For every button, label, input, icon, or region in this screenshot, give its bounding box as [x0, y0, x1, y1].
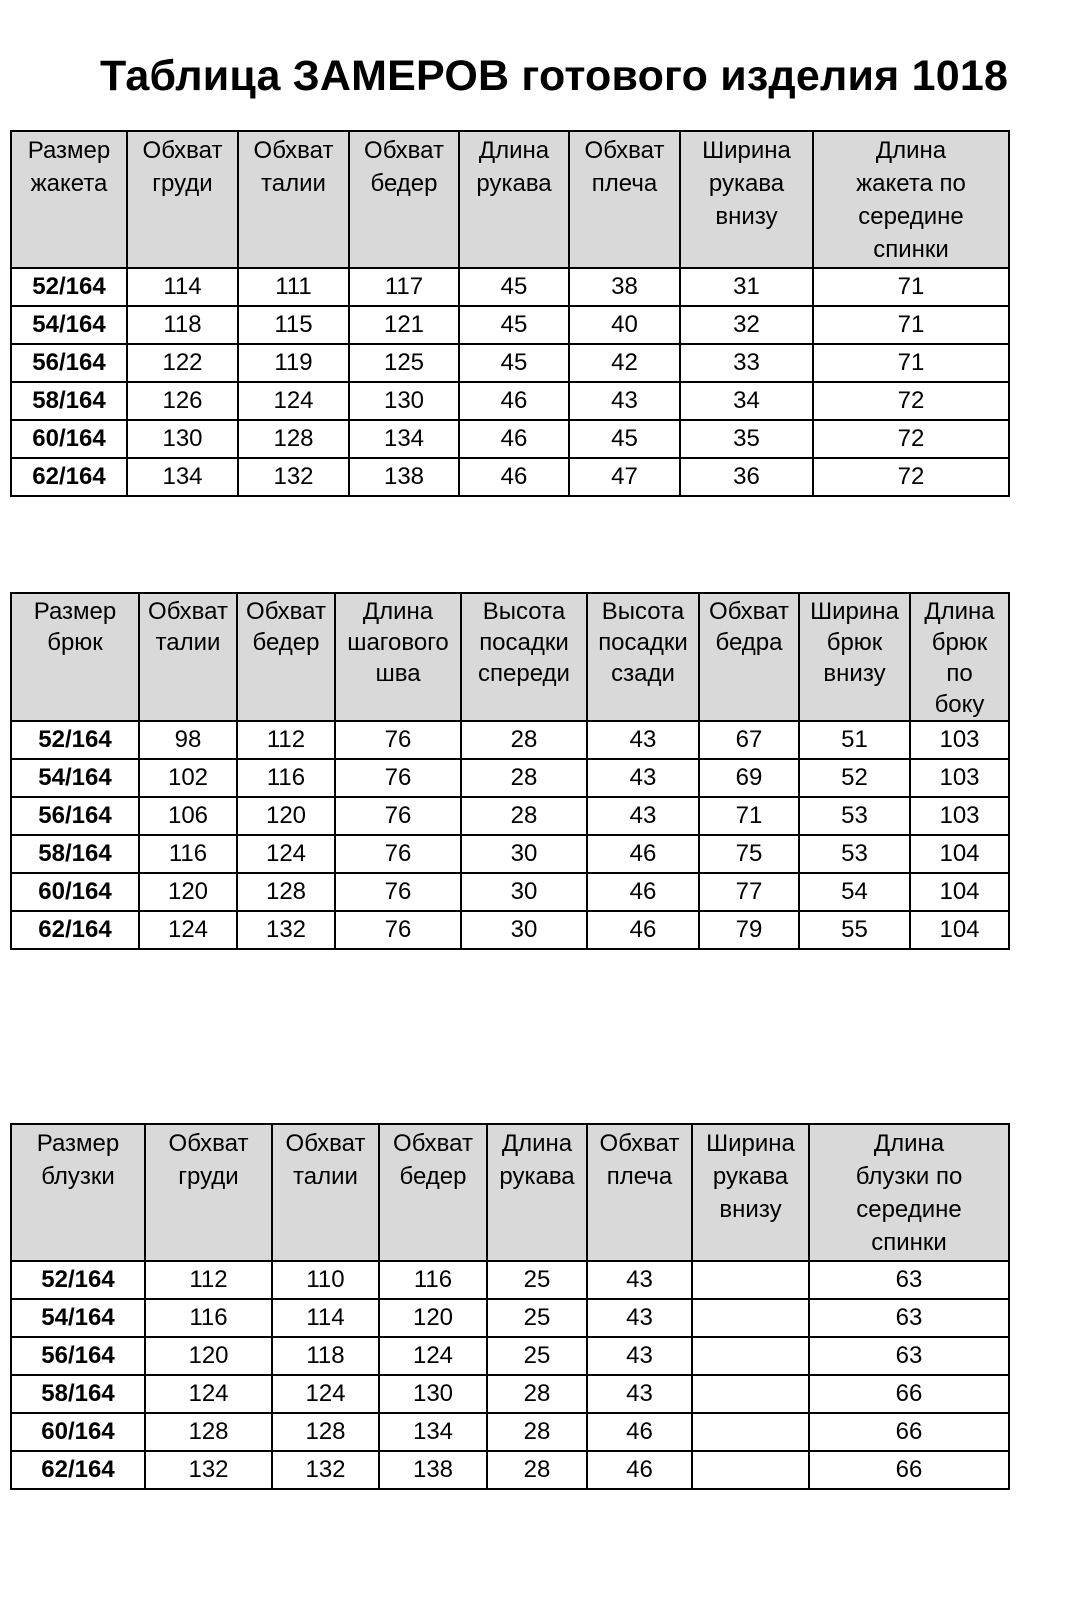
- size-cell: 52/164: [11, 721, 139, 759]
- table-cell: 47: [569, 458, 680, 496]
- table-cell: 30: [461, 911, 587, 949]
- header-cell: Обхват груди: [145, 1124, 272, 1261]
- table-cell: 117: [349, 268, 459, 306]
- table-cell: 103: [910, 721, 1009, 759]
- table-cell: 110: [272, 1261, 379, 1299]
- table-cell: 126: [127, 382, 238, 420]
- table-cell: 43: [569, 382, 680, 420]
- header-cell: Обхват плеча: [587, 1124, 692, 1261]
- table-row: [11, 420, 1009, 458]
- table-cell: 124: [139, 911, 237, 949]
- jacket-measurements-table: [10, 130, 1010, 497]
- table-cell: 36: [680, 458, 813, 496]
- table-cell: 46: [459, 420, 569, 458]
- table-cell: 116: [139, 835, 237, 873]
- header-cell: Длина жакета по середине спинки: [813, 131, 1009, 268]
- table-cell: 132: [237, 911, 335, 949]
- table-cell: 45: [459, 306, 569, 344]
- table-cell: 54: [799, 873, 910, 911]
- header-cell: Обхват талии: [238, 131, 349, 268]
- table-cell: [692, 1337, 809, 1375]
- table-cell: 134: [379, 1413, 487, 1451]
- table-cell: 75: [699, 835, 799, 873]
- blouse-measurements-table: [10, 1123, 1010, 1490]
- table-cell: 76: [335, 835, 461, 873]
- size-cell: 62/164: [11, 911, 139, 949]
- table-header-row: [11, 593, 1009, 721]
- table-cell: 130: [349, 382, 459, 420]
- table-cell: 116: [237, 759, 335, 797]
- table-cell: 128: [237, 873, 335, 911]
- table-cell: 124: [237, 835, 335, 873]
- table-header-row: [11, 131, 1009, 268]
- table-cell: 114: [127, 268, 238, 306]
- header-cell: Обхват талии: [139, 593, 237, 721]
- table-row: [11, 1337, 1009, 1375]
- table-row: [11, 1261, 1009, 1299]
- table-cell: 138: [349, 458, 459, 496]
- header-cell: Длина рукава: [459, 131, 569, 268]
- table-cell: 43: [587, 1261, 692, 1299]
- table-row: [11, 721, 1009, 759]
- table-cell: 121: [349, 306, 459, 344]
- size-cell: 60/164: [11, 420, 127, 458]
- table-cell: 104: [910, 911, 1009, 949]
- table-row: [11, 835, 1009, 873]
- table-cell: 120: [139, 873, 237, 911]
- table-cell: 32: [680, 306, 813, 344]
- table-cell: 103: [910, 759, 1009, 797]
- table-cell: 118: [127, 306, 238, 344]
- table-cell: 66: [809, 1413, 1009, 1451]
- table-cell: 134: [349, 420, 459, 458]
- table-row: [11, 1375, 1009, 1413]
- table-cell: 124: [379, 1337, 487, 1375]
- table-row: [11, 306, 1009, 344]
- table-cell: 66: [809, 1375, 1009, 1413]
- table-cell: 76: [335, 873, 461, 911]
- table-cell: 134: [127, 458, 238, 496]
- header-cell: Длина рукава: [487, 1124, 587, 1261]
- table-cell: 138: [379, 1451, 487, 1489]
- size-cell: 58/164: [11, 835, 139, 873]
- trousers-measurements-table: [10, 592, 1010, 950]
- table-cell: 34: [680, 382, 813, 420]
- table-cell: 72: [813, 458, 1009, 496]
- table-cell: 55: [799, 911, 910, 949]
- table-cell: 46: [459, 458, 569, 496]
- table-cell: 67: [699, 721, 799, 759]
- table-cell: 28: [487, 1413, 587, 1451]
- header-cell: Обхват бедер: [237, 593, 335, 721]
- table-cell: 28: [461, 721, 587, 759]
- table-cell: 46: [587, 873, 699, 911]
- table-cell: 46: [587, 1413, 692, 1451]
- table-cell: 106: [139, 797, 237, 835]
- table-row: [11, 268, 1009, 306]
- table-row: [11, 873, 1009, 911]
- table-cell: 46: [587, 835, 699, 873]
- table-cell: 30: [461, 835, 587, 873]
- table-cell: 30: [461, 873, 587, 911]
- table-cell: 104: [910, 835, 1009, 873]
- table-cell: 63: [809, 1261, 1009, 1299]
- header-cell: Обхват бедра: [699, 593, 799, 721]
- table-cell: 116: [379, 1261, 487, 1299]
- header-cell: Высота посадки спереди: [461, 593, 587, 721]
- table-cell: 46: [587, 1451, 692, 1489]
- table-cell: 43: [587, 1337, 692, 1375]
- table-row: [11, 797, 1009, 835]
- table-cell: 124: [145, 1375, 272, 1413]
- size-cell: 60/164: [11, 873, 139, 911]
- table-cell: 53: [799, 835, 910, 873]
- page-title: Таблица ЗАМЕРОВ готового изделия 1018: [100, 52, 1009, 100]
- table-cell: 79: [699, 911, 799, 949]
- table-cell: 76: [335, 721, 461, 759]
- table-cell: 63: [809, 1337, 1009, 1375]
- table-row: [11, 1451, 1009, 1489]
- table-cell: 42: [569, 344, 680, 382]
- table-cell: 120: [379, 1299, 487, 1337]
- header-cell: Размер блузки: [11, 1124, 145, 1261]
- table-cell: 72: [813, 420, 1009, 458]
- size-cell: 52/164: [11, 1261, 145, 1299]
- header-cell: Длина брюк по боку: [910, 593, 1009, 721]
- table-cell: 71: [813, 268, 1009, 306]
- header-cell: Высота посадки сзади: [587, 593, 699, 721]
- table-header-row: [11, 1124, 1009, 1261]
- table-cell: 40: [569, 306, 680, 344]
- table-cell: 120: [237, 797, 335, 835]
- table-cell: 43: [587, 759, 699, 797]
- table-cell: 125: [349, 344, 459, 382]
- table-cell: 77: [699, 873, 799, 911]
- table-cell: 122: [127, 344, 238, 382]
- table-cell: 115: [238, 306, 349, 344]
- size-cell: 56/164: [11, 1337, 145, 1375]
- table-cell: 124: [272, 1375, 379, 1413]
- header-cell: Обхват груди: [127, 131, 238, 268]
- table-cell: 112: [145, 1261, 272, 1299]
- table-cell: 116: [145, 1299, 272, 1337]
- table-cell: [692, 1261, 809, 1299]
- table-cell: 124: [238, 382, 349, 420]
- header-cell: Длина блузки по середине спинки: [809, 1124, 1009, 1261]
- table-cell: 31: [680, 268, 813, 306]
- table-cell: 25: [487, 1337, 587, 1375]
- header-cell: Длина шагового шва: [335, 593, 461, 721]
- table-cell: 128: [272, 1413, 379, 1451]
- table-cell: 28: [487, 1375, 587, 1413]
- table-cell: 43: [587, 1299, 692, 1337]
- header-cell: Размер брюк: [11, 593, 139, 721]
- table-cell: 114: [272, 1299, 379, 1337]
- table-cell: 53: [799, 797, 910, 835]
- size-cell: 62/164: [11, 1451, 145, 1489]
- table-cell: 128: [238, 420, 349, 458]
- table-cell: 63: [809, 1299, 1009, 1337]
- table-cell: 132: [272, 1451, 379, 1489]
- table-cell: 38: [569, 268, 680, 306]
- table-cell: 111: [238, 268, 349, 306]
- table-cell: 72: [813, 382, 1009, 420]
- size-cell: 52/164: [11, 268, 127, 306]
- size-cell: 54/164: [11, 306, 127, 344]
- table-cell: 28: [461, 797, 587, 835]
- table-row: [11, 382, 1009, 420]
- size-cell: 58/164: [11, 1375, 145, 1413]
- table-cell: 118: [272, 1337, 379, 1375]
- table-cell: 130: [379, 1375, 487, 1413]
- table-cell: 45: [459, 268, 569, 306]
- table-cell: 98: [139, 721, 237, 759]
- table-cell: 33: [680, 344, 813, 382]
- table-cell: 130: [127, 420, 238, 458]
- table-cell: 103: [910, 797, 1009, 835]
- table-cell: 45: [459, 344, 569, 382]
- table-cell: 120: [145, 1337, 272, 1375]
- header-cell: Ширина рукава внизу: [680, 131, 813, 268]
- size-cell: 56/164: [11, 797, 139, 835]
- table-cell: [692, 1451, 809, 1489]
- table-cell: 52: [799, 759, 910, 797]
- table-cell: 25: [487, 1261, 587, 1299]
- size-cell: 54/164: [11, 759, 139, 797]
- table-cell: 69: [699, 759, 799, 797]
- table-cell: 28: [461, 759, 587, 797]
- header-cell: Размер жакета: [11, 131, 127, 268]
- table-cell: [692, 1375, 809, 1413]
- table-cell: [692, 1299, 809, 1337]
- table-cell: 25: [487, 1299, 587, 1337]
- table-cell: 104: [910, 873, 1009, 911]
- table-cell: 51: [799, 721, 910, 759]
- size-cell: 56/164: [11, 344, 127, 382]
- table-cell: 119: [238, 344, 349, 382]
- header-cell: Ширина брюк внизу: [799, 593, 910, 721]
- table-cell: 132: [145, 1451, 272, 1489]
- table-cell: 112: [237, 721, 335, 759]
- table-cell: 128: [145, 1413, 272, 1451]
- table-cell: 43: [587, 797, 699, 835]
- header-cell: Ширина рукава внизу: [692, 1124, 809, 1261]
- table-cell: 45: [569, 420, 680, 458]
- table-row: [11, 759, 1009, 797]
- size-cell: 60/164: [11, 1413, 145, 1451]
- table-cell: 76: [335, 759, 461, 797]
- header-cell: Обхват плеча: [569, 131, 680, 268]
- table-cell: [692, 1413, 809, 1451]
- table-cell: 71: [813, 344, 1009, 382]
- table-cell: 71: [699, 797, 799, 835]
- table-row: [11, 344, 1009, 382]
- table-row: [11, 1413, 1009, 1451]
- table-cell: 43: [587, 1375, 692, 1413]
- table-cell: 132: [238, 458, 349, 496]
- table-cell: 71: [813, 306, 1009, 344]
- header-cell: Обхват талии: [272, 1124, 379, 1261]
- table-row: [11, 1299, 1009, 1337]
- table-cell: 43: [587, 721, 699, 759]
- table-cell: 46: [587, 911, 699, 949]
- header-cell: Обхват бедер: [349, 131, 459, 268]
- table-cell: 35: [680, 420, 813, 458]
- table-cell: 76: [335, 797, 461, 835]
- table-cell: 102: [139, 759, 237, 797]
- size-cell: 62/164: [11, 458, 127, 496]
- table-row: [11, 911, 1009, 949]
- size-cell: 58/164: [11, 382, 127, 420]
- table-row: [11, 458, 1009, 496]
- table-cell: 28: [487, 1451, 587, 1489]
- table-cell: 66: [809, 1451, 1009, 1489]
- header-cell: Обхват бедер: [379, 1124, 487, 1261]
- table-cell: 46: [459, 382, 569, 420]
- size-cell: 54/164: [11, 1299, 145, 1337]
- table-cell: 76: [335, 911, 461, 949]
